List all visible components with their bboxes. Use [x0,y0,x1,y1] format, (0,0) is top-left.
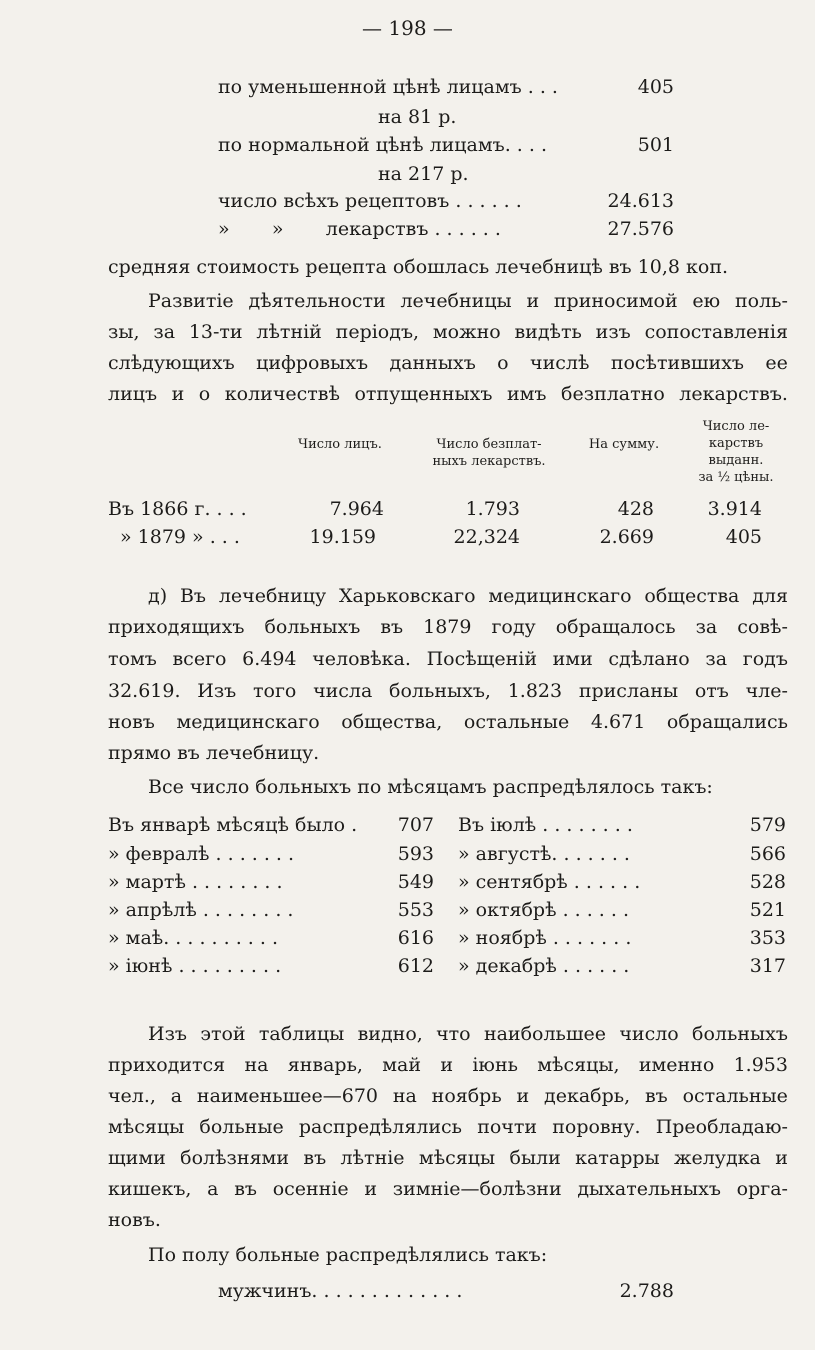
table-header: Число лицъ. [298,437,382,452]
sales-row [218,190,674,212]
month-label: » мартѣ . . . . . . . . [108,871,283,893]
month-value: 707 [397,814,434,836]
sales-row-value: 24.613 [607,190,674,212]
table-cell: 7.964 [329,498,384,520]
page-number: — 198 — [362,16,453,40]
month-value: 317 [749,955,786,977]
sales-row-label: по нормальной цѣнѣ лицамъ. . . . [218,134,547,156]
month-value: 528 [749,871,786,893]
month-label: Въ іюлѣ . . . . . . . . [458,814,633,836]
para-line: приходится на январь, май и іюнь мѣсяцы, именно 1.953 [108,1054,788,1076]
para-line: щими болѣзнями въ лѣтніе мѣсяцы были катарры желудка и [108,1147,788,1169]
para-line: Развитіе дѣятельности лечебницы и приносимой ею поль- [148,290,788,312]
para-line: прямо въ лечебницу. [108,742,320,764]
table-cell: 428 [617,498,654,520]
table-cell: 2.669 [599,526,654,548]
table-cell: 1.793 [465,498,520,520]
sex-row [218,1280,674,1302]
month-value: 521 [749,899,786,921]
sex-row-value: 2.788 [619,1280,674,1302]
table-cell: 405 [725,526,762,548]
para-line: мѣсяцы больные распредѣлялись почти поровну. Преобладаю- [108,1116,788,1138]
months-intro: Все число больныхъ по мѣсяцамъ распредѣлялось такъ: [148,776,713,798]
table-cell: 22,324 [453,526,520,548]
para-line: кишекъ, а въ осенніе и зимніе—болѣзни дыхательныхъ орга- [108,1178,788,1200]
sales-note: на 217 р. [378,163,469,185]
table-cell: 19.159 [309,526,376,548]
para-line: приходящихъ больныхъ въ 1879 году обращалось за совѣ- [108,616,788,638]
para-line: лицъ и о количествѣ отпущенныхъ имъ безплатно лекарствъ. [108,383,788,405]
sales-row [218,218,674,240]
para-line: 32.619. Изъ того числа больныхъ, 1.823 присланы отъ чле- [108,680,788,702]
sales-row-label: по уменьшенной цѣнѣ лицамъ . . . [218,76,558,98]
month-label: » апрѣлѣ . . . . . . . . [108,899,294,921]
sales-row [218,134,674,156]
sex-intro: По полу больные распредѣлялись такъ: [148,1244,548,1266]
table-row-label: » 1879 » . . . [120,526,240,548]
table-cell: 3.914 [707,498,762,520]
sales-note: на 81 р. [378,106,457,128]
para-line: новъ медицинскаго общества, остальные 4.671 обращались [108,711,788,733]
table-header: На сумму. [588,437,660,452]
month-label: » декабрѣ . . . . . . [458,955,630,977]
sales-row-value: 405 [637,76,674,98]
month-label: » октябрѣ . . . . . . [458,899,630,921]
month-label: Въ январѣ мѣсяцѣ было . [108,814,358,836]
sales-row-value: 501 [637,134,674,156]
sex-row-label: мужчинъ. . . . . . . . . . . . . [218,1280,463,1302]
month-label: » сентябрѣ . . . . . . [458,871,641,893]
sales-row [218,76,674,98]
sales-row-value: 27.576 [607,218,674,240]
para-line: новъ. [108,1209,161,1231]
table-header: Число ле- карствъ выданн. за ½ цѣны. [698,419,774,485]
para-line: зы, за 13-ти лѣтній періодъ, можно видѣть изъ сопоставленія [108,321,788,343]
avg-cost-line: средняя стоимость рецепта обошлась лечебницѣ въ 10,8 коп. [108,256,729,278]
month-label: » ноябрѣ . . . . . . . [458,927,632,949]
table-row-label: Въ 1866 г. . . . [108,498,247,520]
month-label: » іюнѣ . . . . . . . . . [108,955,282,977]
sales-row-label: » » лекарствъ . . . . . . [218,218,501,240]
month-value: 616 [397,927,434,949]
para-line: чел., а наименьшее—670 на ноябрь и декабрь, въ остальные [108,1085,788,1107]
month-value: 353 [749,927,786,949]
month-value: 566 [749,843,786,865]
para-line: д) Въ лечебницу Харьковскаго медицинскаго общества для [148,585,788,607]
month-label: » августѣ. . . . . . . [458,843,630,865]
month-value: 549 [397,871,434,893]
sales-row-label: число всѣхъ рецептовъ . . . . . . [218,190,522,212]
para-line: томъ всего 6.494 человѣка. Посѣщеній ими сдѣлано за годъ [108,648,788,670]
para-line: слѣдующихъ цифровыхъ данныхъ о числѣ посѣтившихъ ее [108,352,788,374]
month-label: » февралѣ . . . . . . . [108,843,295,865]
month-value: 579 [749,814,786,836]
month-value: 593 [397,843,434,865]
table-header: Число безплат- ныхъ лекарствъ. [432,437,546,469]
month-value: 553 [397,899,434,921]
month-label: » маѣ. . . . . . . . . . [108,927,278,949]
para-line: Изъ этой таблицы видно, что наибольшее число больныхъ [148,1023,788,1045]
month-value: 612 [397,955,434,977]
